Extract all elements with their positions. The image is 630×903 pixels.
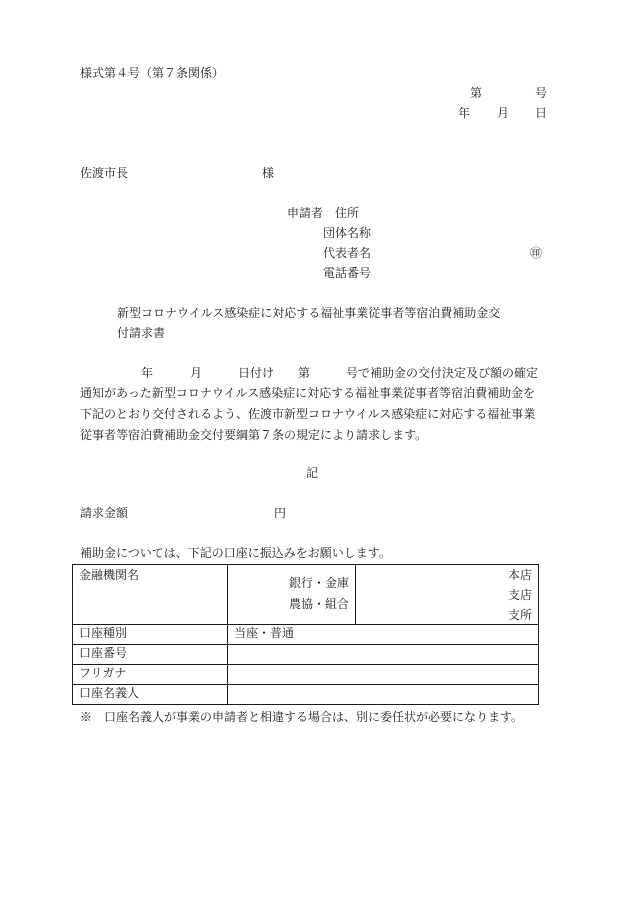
bank-type-1: 銀行・金庫: [288, 576, 349, 590]
table-row-bank: [73, 565, 539, 625]
table-row-type: [73, 625, 539, 645]
account-holder-field[interactable]: [228, 685, 539, 705]
body-year: 年: [141, 366, 154, 380]
footnote: ※ 口座名義人が事業の申請者と相違する場合は、別に委任状が必要になります。: [80, 710, 524, 724]
account-number-field[interactable]: [228, 645, 539, 665]
applicant-representative: 代表者名: [323, 246, 372, 260]
doc-number-suffix: 号: [535, 86, 548, 100]
account-type-label: 口座種別: [73, 625, 228, 645]
applicant-phone: 電話番号: [323, 266, 372, 280]
body-line4: 従事者等宿泊費補助金交付要綱第７条の規定により請求します。: [80, 428, 428, 442]
body-number-prefix: 第: [298, 366, 311, 380]
applicant-org-name: 団体名称: [323, 226, 372, 240]
table-row-number: [73, 645, 539, 665]
furigana-field[interactable]: [228, 665, 539, 685]
branch-type-2: 支店: [507, 588, 532, 602]
transfer-note: 補助金については、下記の口座に振込みをお願いします。: [80, 546, 391, 560]
furigana-label: フリガナ: [73, 665, 228, 685]
ki-heading: 記: [306, 466, 319, 480]
seal-mark: ㊞: [530, 246, 543, 260]
applicant-label: 申請者: [287, 206, 324, 220]
account-number-label: 口座番号: [73, 645, 228, 665]
addressee-name: 佐渡市長: [80, 166, 129, 180]
addressee-honorific: 様: [262, 166, 275, 180]
applicant-address: 住所: [335, 206, 360, 220]
account-type-value[interactable]: 当座・普通: [228, 625, 539, 645]
branch-type-1: 本店: [507, 568, 532, 582]
amount-unit: 円: [274, 506, 287, 520]
body-paragraph: [80, 383, 546, 446]
branch-type-3: 支所: [507, 608, 532, 622]
table-row-holder: [73, 685, 539, 705]
account-holder-label: 口座名義人: [73, 685, 228, 705]
branch-cell[interactable]: [356, 565, 539, 625]
date-day: 日: [535, 106, 548, 120]
document-title-line1: 新型コロナウイルス感染症に対応する福祉事業従事者等宿泊費補助金交: [117, 306, 501, 320]
bank-label: 金融機関名: [79, 568, 140, 582]
bank-type-2: 農協・組合: [288, 597, 349, 611]
amount-label: 請求金額: [80, 506, 129, 520]
document-title-line2: 付請求書: [117, 326, 166, 340]
form-id: 様式第４号（第７条関係）: [80, 66, 225, 80]
body-line1-rest: 号で補助金の交付決定及び額の確定: [346, 366, 539, 380]
body-month: 月: [190, 366, 203, 380]
doc-number-prefix: 第: [470, 86, 483, 100]
body-day: 日付け: [238, 366, 275, 380]
bank-type-cell[interactable]: [228, 565, 356, 625]
date-month: 月: [497, 106, 510, 120]
date-year: 年: [458, 106, 471, 120]
bank-label-cell: [73, 565, 228, 625]
table-row-furigana: [73, 665, 539, 685]
body-line2: 通知があった新型コロナウイルス感染症に対応する福祉事業従事者等宿泊費補助金を: [80, 386, 536, 400]
body-line3: 下記のとおり交付されるよう、佐渡市新型コロナウイルス感染症に対応する福祉事業: [80, 407, 536, 421]
account-table: [72, 564, 539, 705]
